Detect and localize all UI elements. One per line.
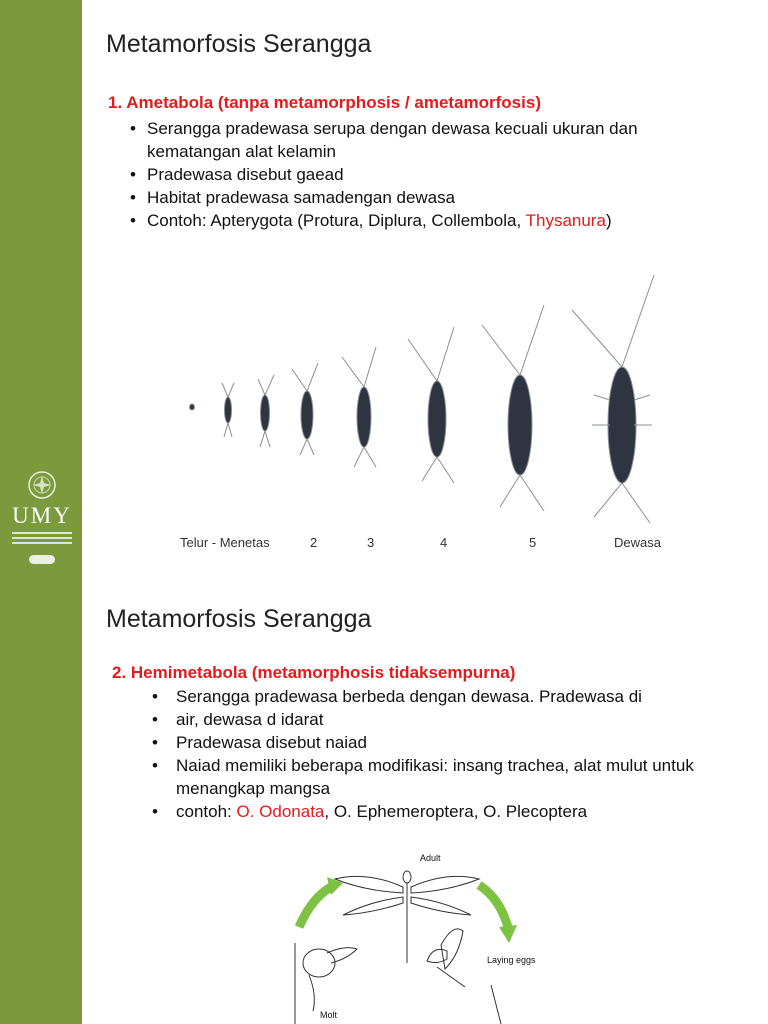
bullet-list [152,685,742,823]
silverfish-stage-6 [482,305,544,511]
silverfish-adult [572,275,654,523]
diagram-label-adult: Adult [420,853,441,863]
silverfish-stage-4 [342,347,376,467]
stage-label: Telur - Menetas [180,535,270,550]
example-prefix: contoh: [176,802,237,821]
list-item: • Pradewasa disebut naiad [152,731,742,754]
logo-subtitle-lines [6,532,78,544]
list-item [152,800,742,823]
example-highlight: O. Odonata [236,802,325,821]
list-item: • Serangga pradewasa berbeda dengan dewasa. Pradewasa di [152,685,742,708]
sidebar [0,0,82,1024]
silverfish-stage-2 [258,375,274,447]
list-item: • Serangga pradewasa serupa dengan dewasa kecuali ukuran dan kematangan alat kelamin [130,117,730,163]
stage-label: 3 [367,535,375,550]
silverfish-stage-5 [408,327,454,483]
list-item: • Pradewasa disebut gaead [130,163,730,186]
cycle-arrow-right [479,885,509,931]
logo-tagline-pill [29,555,55,564]
example-highlight: Thysanura [525,211,606,230]
silverfish-stage-3 [292,363,318,455]
logo-text: UMY [12,503,72,528]
stage-label: Dewasa [614,535,661,550]
cycle-arrow-left [299,885,335,927]
list-item [130,209,730,232]
slide-hemimetabola [82,585,768,1024]
stage-label: 2 [310,535,318,550]
dragonfly-life-cycle-diagram [287,835,547,1024]
umy-logo [6,470,78,565]
silverfish-growth-illustration [172,255,692,545]
stage-label: 4 [440,535,448,550]
section-heading: 2. Hemimetabola (metamorphosis tidaksempurna) [112,663,516,682]
stage-label: 5 [529,535,537,550]
list-item: • air, dewasa d idarat [152,708,742,731]
diagram-label-laying-eggs: Laying eggs [487,955,536,965]
example-suffix: ) [605,211,612,230]
university-emblem-icon [27,470,57,500]
slide-title: Metamorfosis Serangga [106,605,372,633]
example-prefix: Contoh: Apterygota (Protura, Diplura, Collembola, [147,211,526,230]
slide-title: Metamorfosis Serangga [106,30,372,58]
egg-shape [190,404,195,410]
list-item: • Naiad memiliki beberapa modifikasi: insang trachea, alat mulut untuk menangkap mangsa [152,754,742,800]
section-heading: 1. Ametabola (tanpa metamorphosis / ametamorfosis) [108,93,541,112]
slide-ametabola [82,0,768,585]
diagram-label-molt: Molt [320,1010,338,1020]
laying-eggs-dragonfly-drawing [427,929,501,1024]
silverfish-stage-1 [222,383,234,437]
list-item: • Habitat pradewasa samadengan dewasa [130,186,730,209]
bullet-list [130,117,730,232]
example-suffix: , O. Ephemeroptera, O. Plecoptera [324,802,588,821]
